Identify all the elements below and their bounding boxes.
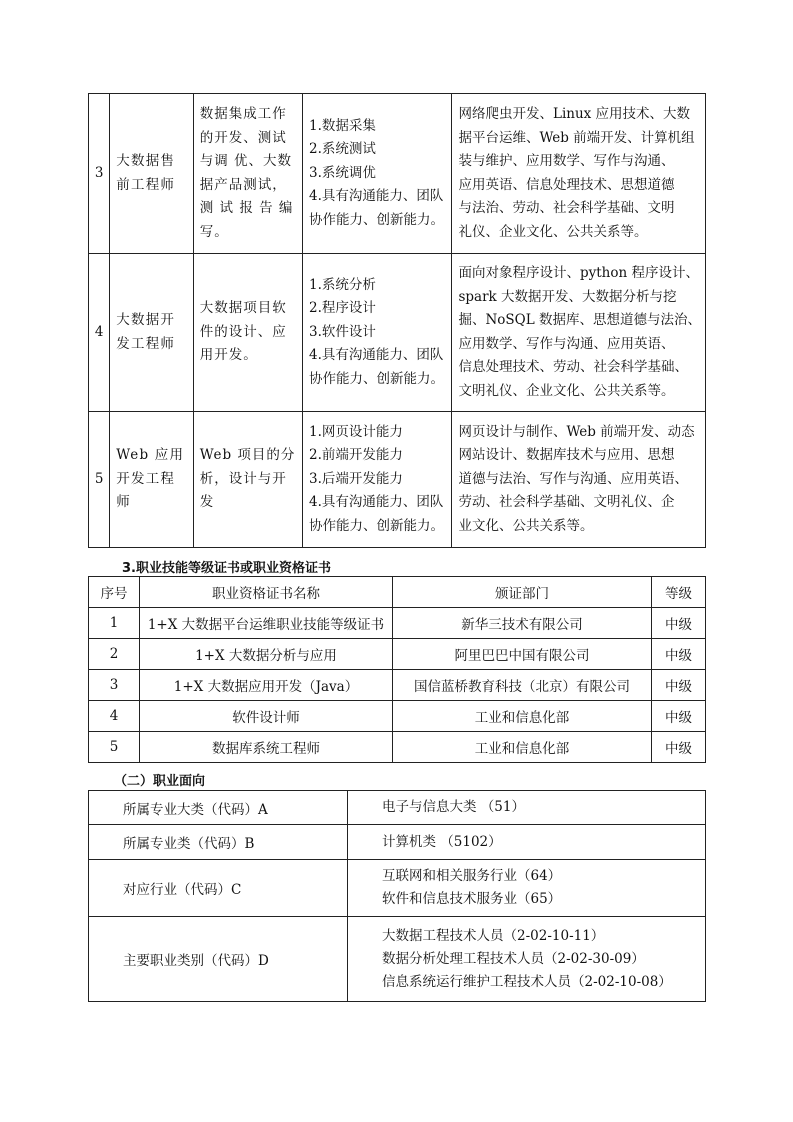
row-label: 所属专业类（代码）B	[89, 825, 348, 860]
table-row	[89, 860, 706, 917]
table-row	[89, 917, 706, 1002]
work-content-cell: Web 项目的分 析，设计与开 发	[193, 412, 302, 548]
row-value: 计算机类 （5102）	[348, 825, 706, 860]
ability-cell: 1.数据采集 2.系统测试 3.系统调优 4.具有沟通能力、团队 协作能力、创新能力。	[303, 94, 452, 254]
course-cell: 网络爬虫开发、Linux 应用技术、大数 据平台运维、Web 前端开发、计算机组 装与维护、应用数学、写作与沟通、 应用英语、信息处理技术、思想道德 与法治、劳动、社会科学基础、文明 礼仪、企业文化、公共关系等。	[452, 94, 706, 254]
row-value: 互联网和相关服务行业（64） 软件和信息技术服务业（65）	[348, 860, 706, 917]
table-row: 5 数据库系统工程师 工业和信息化部 中级	[89, 732, 706, 763]
course-cell: 网页设计与制作、Web 前端开发、动态 网站设计、数据库技术与应用、思想 道德与法治、写作与沟通、应用英语、 劳动、社会科学基础、文明礼仪、企 业文化、公共关系等。	[452, 412, 706, 548]
jobs-table	[88, 93, 706, 548]
table-header-row	[89, 577, 706, 608]
position-cell: 大数据开 发工程师	[110, 254, 193, 412]
row-number: 5	[89, 412, 110, 548]
position-cell: Web 应用 开发工程 师	[110, 412, 193, 548]
work-content-cell: 大数据项目软 件的设计、应 用开发。	[193, 254, 302, 412]
row-label: 所属专业大类（代码）A	[89, 791, 348, 825]
column-header: 颁证部门	[393, 577, 652, 608]
table-row: 1 1+X 大数据平台运维职业技能等级证书 新华三技术有限公司 中级	[89, 608, 706, 639]
cert-section-title: 3.职业技能等级证书或职业资格证书	[122, 561, 331, 576]
ability-cell: 1.网页设计能力 2.前端开发能力 3.后端开发能力 4.具有沟通能力、团队 协作能力、创新能力。	[303, 412, 452, 548]
table-row	[89, 825, 706, 860]
table-row	[89, 791, 706, 825]
table-row: 3 1+X 大数据应用开发（Java） 国信蓝桥教育科技（北京）有限公司 中级	[89, 670, 706, 701]
career-section-title: （二）职业面向	[114, 774, 206, 789]
table-row	[89, 94, 706, 254]
career-table	[88, 790, 706, 1002]
row-label: 主要职业类别（代码）D	[89, 917, 348, 1002]
cert-table	[88, 576, 706, 763]
column-header: 职业资格证书名称	[140, 577, 393, 608]
course-cell: 面向对象程序设计、python 程序设计、 spark 大数据开发、大数据分析与挖 掘、NoSQL 数据库、思想道德与法治、 应用数学、写作与沟通、应用英语、 信息处理技术、劳动、社会科学基础、 文明礼仪、企业文化、公共关系等。	[452, 254, 706, 412]
row-label: 对应行业（代码）C	[89, 860, 348, 917]
row-value: 大数据工程技术人员（2-02-10-11） 数据分析处理工程技术人员（2-02-30-09） 信息系统运行维护工程技术人员（2-02-10-08）	[348, 917, 706, 1002]
row-number: 4	[89, 254, 110, 412]
position-cell: 大数据售 前工程师	[110, 94, 193, 254]
table-row	[89, 412, 706, 548]
row-value: 电子与信息大类 （51）	[348, 791, 706, 825]
column-header: 序号	[89, 577, 140, 608]
table-row	[89, 254, 706, 412]
ability-cell: 1.系统分析 2.程序设计 3.软件设计 4.具有沟通能力、团队 协作能力、创新能力。	[303, 254, 452, 412]
column-header: 等级	[652, 577, 706, 608]
work-content-cell: 数据集成工作 的开发、测试 与调 优、大数 据产品测试， 测 试 报 告 编 写。	[193, 94, 302, 254]
table-row: 4 软件设计师 工业和信息化部 中级	[89, 701, 706, 732]
table-row: 2 1+X 大数据分析与应用 阿里巴巴中国有限公司 中级	[89, 639, 706, 670]
row-number: 3	[89, 94, 110, 254]
